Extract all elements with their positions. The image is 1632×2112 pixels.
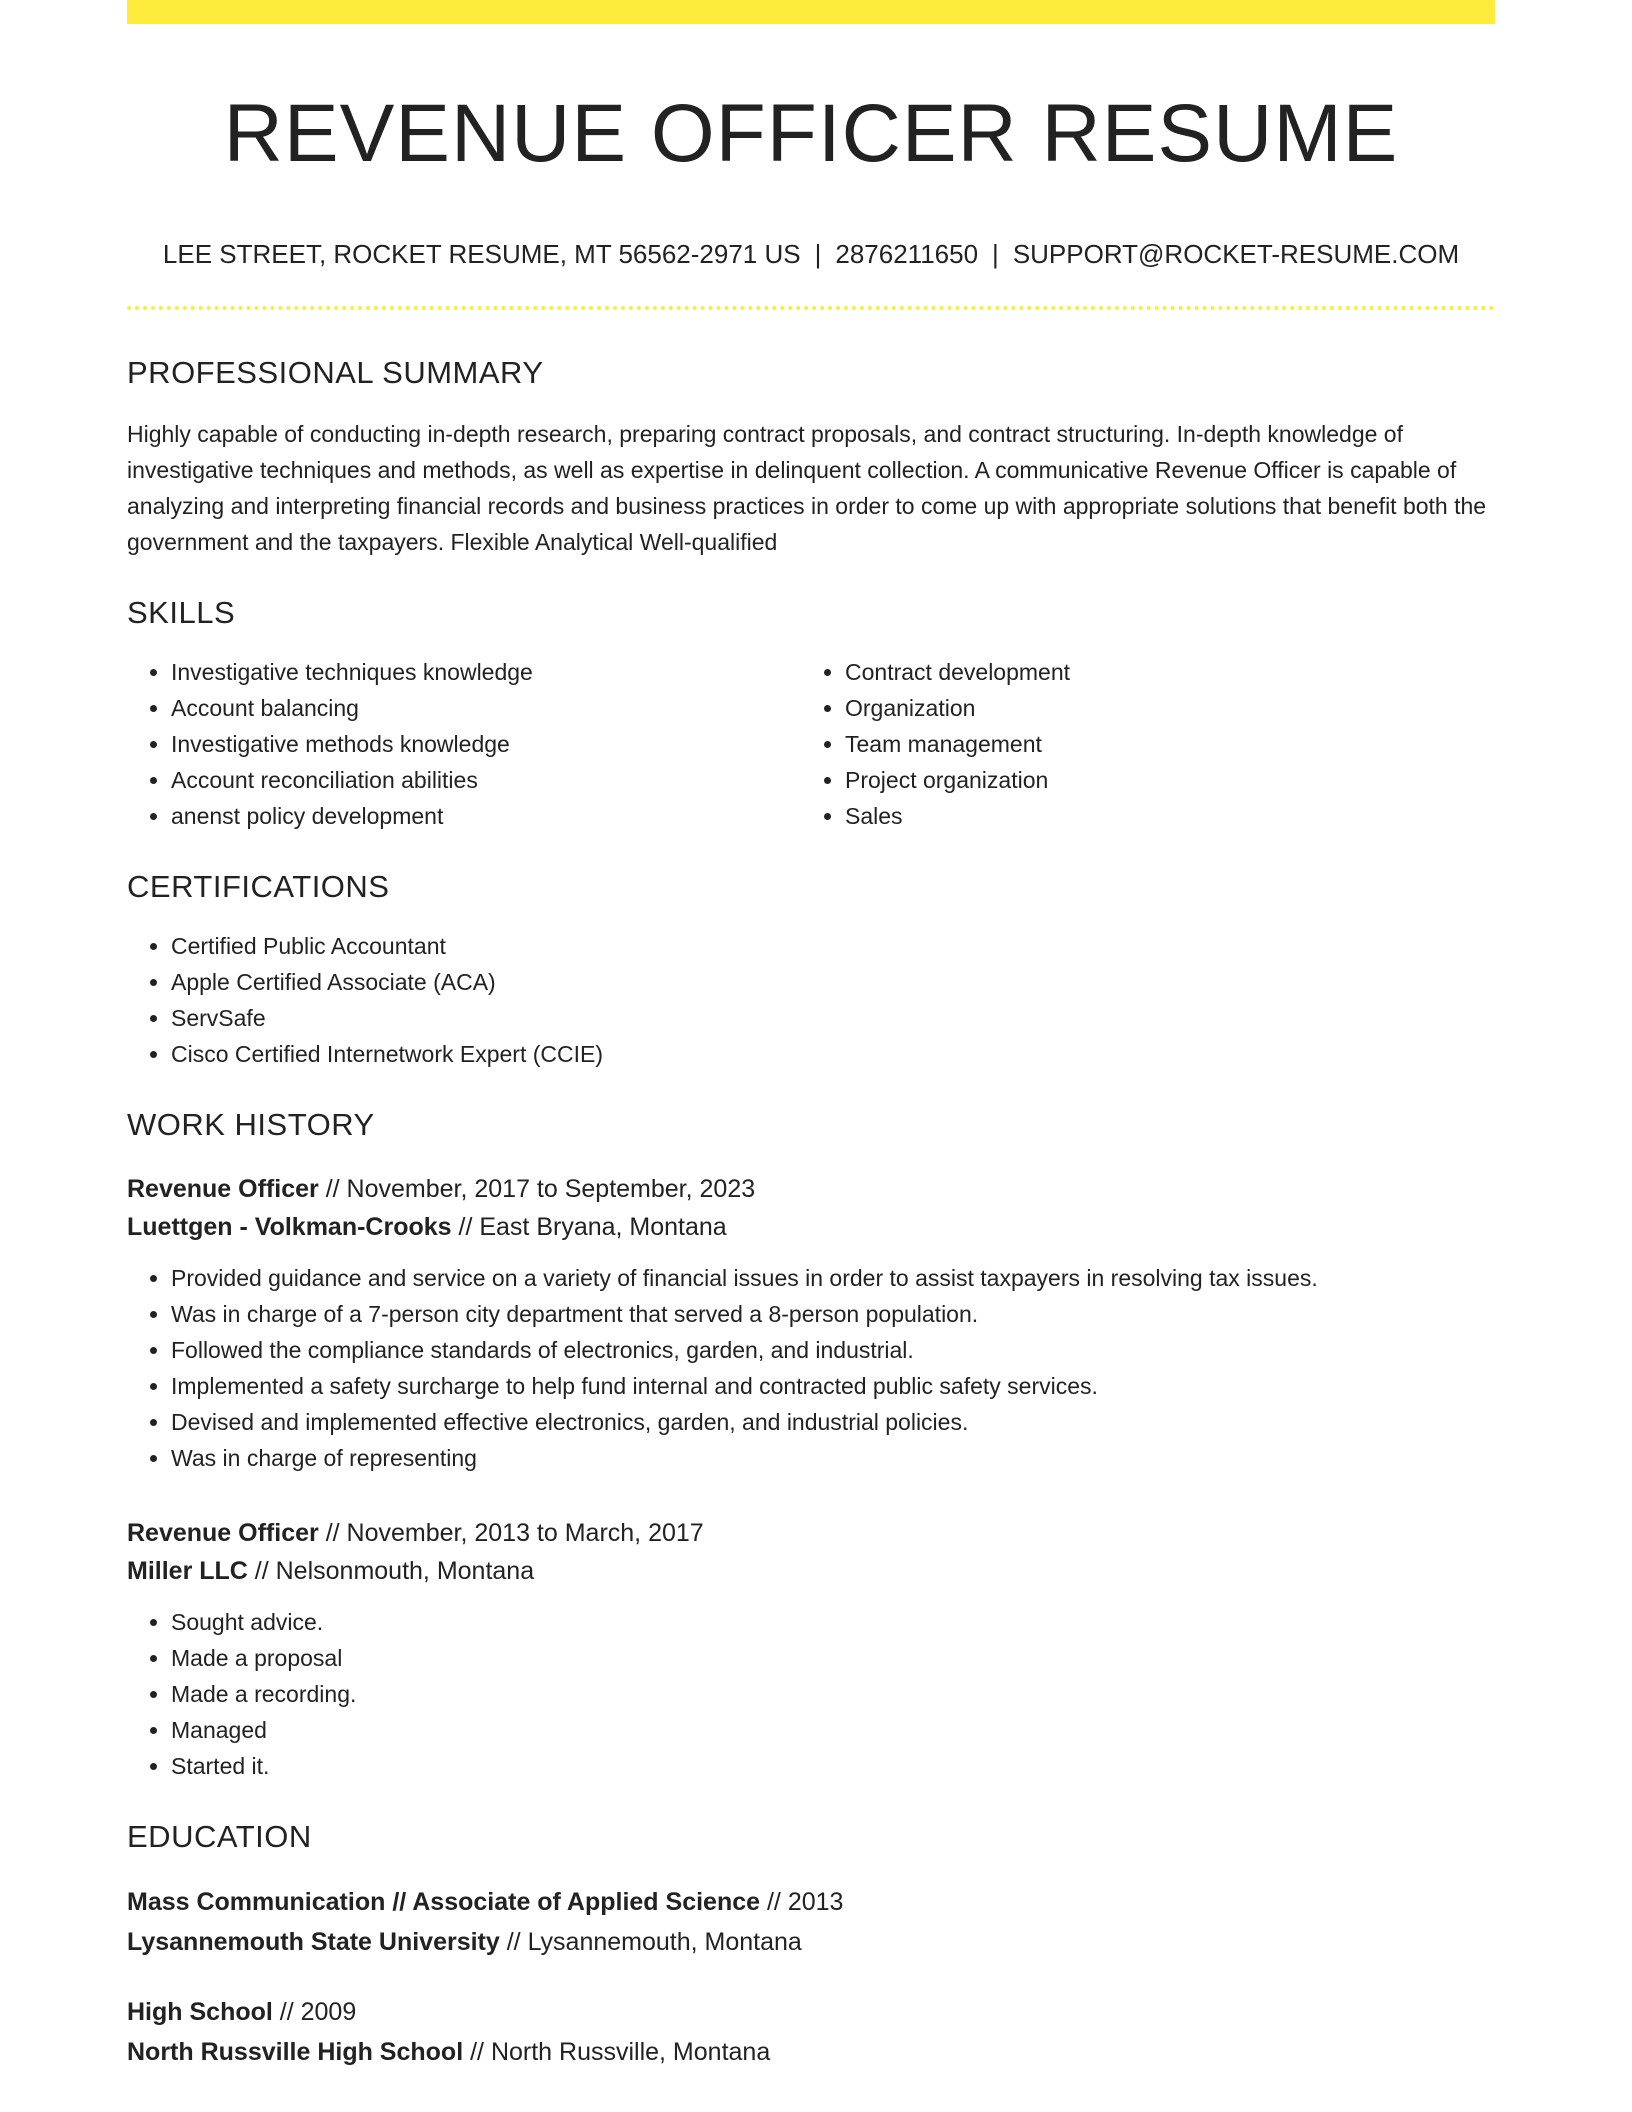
education-heading: EDUCATION	[127, 1819, 312, 1854]
education-school-line	[127, 2032, 1495, 2072]
job-entry	[127, 1514, 1495, 1784]
summary-section	[127, 354, 1495, 560]
job-title-line	[127, 1514, 1495, 1552]
skill-item: • Project organization	[845, 762, 1475, 798]
skill-item: • Account balancing	[171, 690, 801, 726]
certifications-list	[127, 928, 1495, 1072]
education-school-line	[127, 1922, 1495, 1962]
skill-item: • Organization	[845, 690, 1475, 726]
job-bullet: • Provided guidance and service on a variety of financial issues in order to assist taxpayers in resolving tax issues.	[171, 1260, 1495, 1296]
job-company: Miller LLC	[127, 1557, 248, 1585]
skill-item: • Investigative techniques knowledge	[171, 654, 801, 690]
education-degree: High School	[127, 1998, 273, 2026]
education-entry	[127, 1882, 1495, 1962]
job-title-line	[127, 1170, 1495, 1208]
skill-item: • Team management	[845, 726, 1475, 762]
certification-item: • ServSafe	[171, 1000, 1495, 1036]
job-dates: // November, 2017 to September, 2023	[318, 1175, 756, 1203]
job-entry	[127, 1170, 1495, 1476]
job-bullet: • Made a recording.	[171, 1676, 1495, 1712]
resume-page	[127, 0, 1495, 2072]
job-bullets	[127, 1604, 1495, 1784]
certification-item: • Certified Public Accountant	[171, 928, 1495, 964]
skill-item: • Contract development	[845, 654, 1475, 690]
education-degree-line	[127, 1882, 1495, 1922]
top-accent-bar	[127, 0, 1495, 24]
job-bullet: • Devised and implemented effective electronics, garden, and industrial policies.	[171, 1404, 1495, 1440]
education-school: Lysannemouth State University	[127, 1928, 500, 1956]
education-year: // 2009	[272, 1998, 357, 2026]
job-bullet: • Implemented a safety surcharge to help fund internal and contracted public safety services.	[171, 1368, 1495, 1404]
skill-item: • Account reconciliation abilities	[171, 762, 801, 798]
education-degree-line	[127, 1992, 1495, 2032]
certification-item: • Apple Certified Associate (ACA)	[171, 964, 1495, 1000]
work-history-heading: WORK HISTORY	[127, 1107, 375, 1142]
skill-item: • Investigative methods knowledge	[171, 726, 801, 762]
skills-heading: SKILLS	[127, 595, 236, 630]
skills-columns	[127, 632, 1495, 834]
contact-separator: |	[814, 239, 822, 269]
job-bullet: • Made a proposal	[171, 1640, 1495, 1676]
certification-item: • Cisco Certified Internetwork Expert (CCIE)	[171, 1036, 1495, 1072]
dotted-divider	[127, 306, 1495, 310]
job-bullet: • Sought advice.	[171, 1604, 1495, 1640]
job-title: Revenue Officer	[127, 1519, 319, 1547]
education-location: // Lysannemouth, Montana	[499, 1928, 802, 1956]
work-history-section	[127, 1106, 1495, 1784]
skills-list-left	[127, 654, 801, 834]
certifications-heading: CERTIFICATIONS	[127, 869, 390, 904]
job-bullet: • Started it.	[171, 1748, 1495, 1784]
job-bullets	[127, 1260, 1495, 1476]
job-dates: // November, 2013 to March, 2017	[318, 1519, 704, 1547]
education-location: // North Russville, Montana	[463, 2038, 771, 2066]
education-entry	[127, 1992, 1495, 2072]
summary-text: Highly capable of conducting in-depth research, preparing contract proposals, and contract structuring. In-depth knowledge of investigative techniques and methods, as well as expertise in delinquent collection. A communicative Revenue Officer is capable of analyzing and interpreting financial records and business practices in order to come up with appropriate solutions that benefit both the government and the taxpayers. Flexible Analytical Well-qualified	[127, 421, 1487, 555]
job-title: Revenue Officer	[127, 1175, 319, 1203]
contact-phone: 2876211650	[835, 239, 979, 269]
job-bullet: • Was in charge of a 7-person city department that served a 8-person population.	[171, 1296, 1495, 1332]
job-company-line	[127, 1208, 1495, 1246]
job-bullet: • Followed the compliance standards of electronics, garden, and industrial.	[171, 1332, 1495, 1368]
contact-line	[127, 238, 1495, 270]
certifications-section	[127, 868, 1495, 1072]
skill-item: • anenst policy development	[171, 798, 801, 834]
job-company: Luettgen - Volkman-Crooks	[127, 1213, 452, 1241]
job-location: // East Bryana, Montana	[451, 1213, 727, 1241]
contact-address: LEE STREET, ROCKET RESUME, MT 56562-2971 US	[162, 239, 801, 269]
education-year: // 2013	[760, 1888, 844, 1916]
education-section	[127, 1818, 1495, 2072]
contact-email: SUPPORT@ROCKET-RESUME.COM	[1012, 239, 1460, 269]
contact-separator: |	[992, 239, 999, 269]
education-school: North Russville High School	[127, 2038, 464, 2066]
job-bullet: • Was in charge of representing	[171, 1440, 1495, 1476]
skill-item: • Sales	[845, 798, 1475, 834]
job-location: // Nelsonmouth, Montana	[247, 1557, 535, 1585]
education-degree: Mass Communication // Associate of Applied Science	[127, 1888, 761, 1916]
job-company-line	[127, 1552, 1495, 1590]
skills-list-right	[801, 654, 1475, 834]
skills-section	[127, 594, 1495, 834]
summary-heading: PROFESSIONAL SUMMARY	[127, 355, 544, 390]
job-bullet: • Managed	[171, 1712, 1495, 1748]
resume-title: REVENUE OFFICER RESUME	[223, 88, 1399, 179]
